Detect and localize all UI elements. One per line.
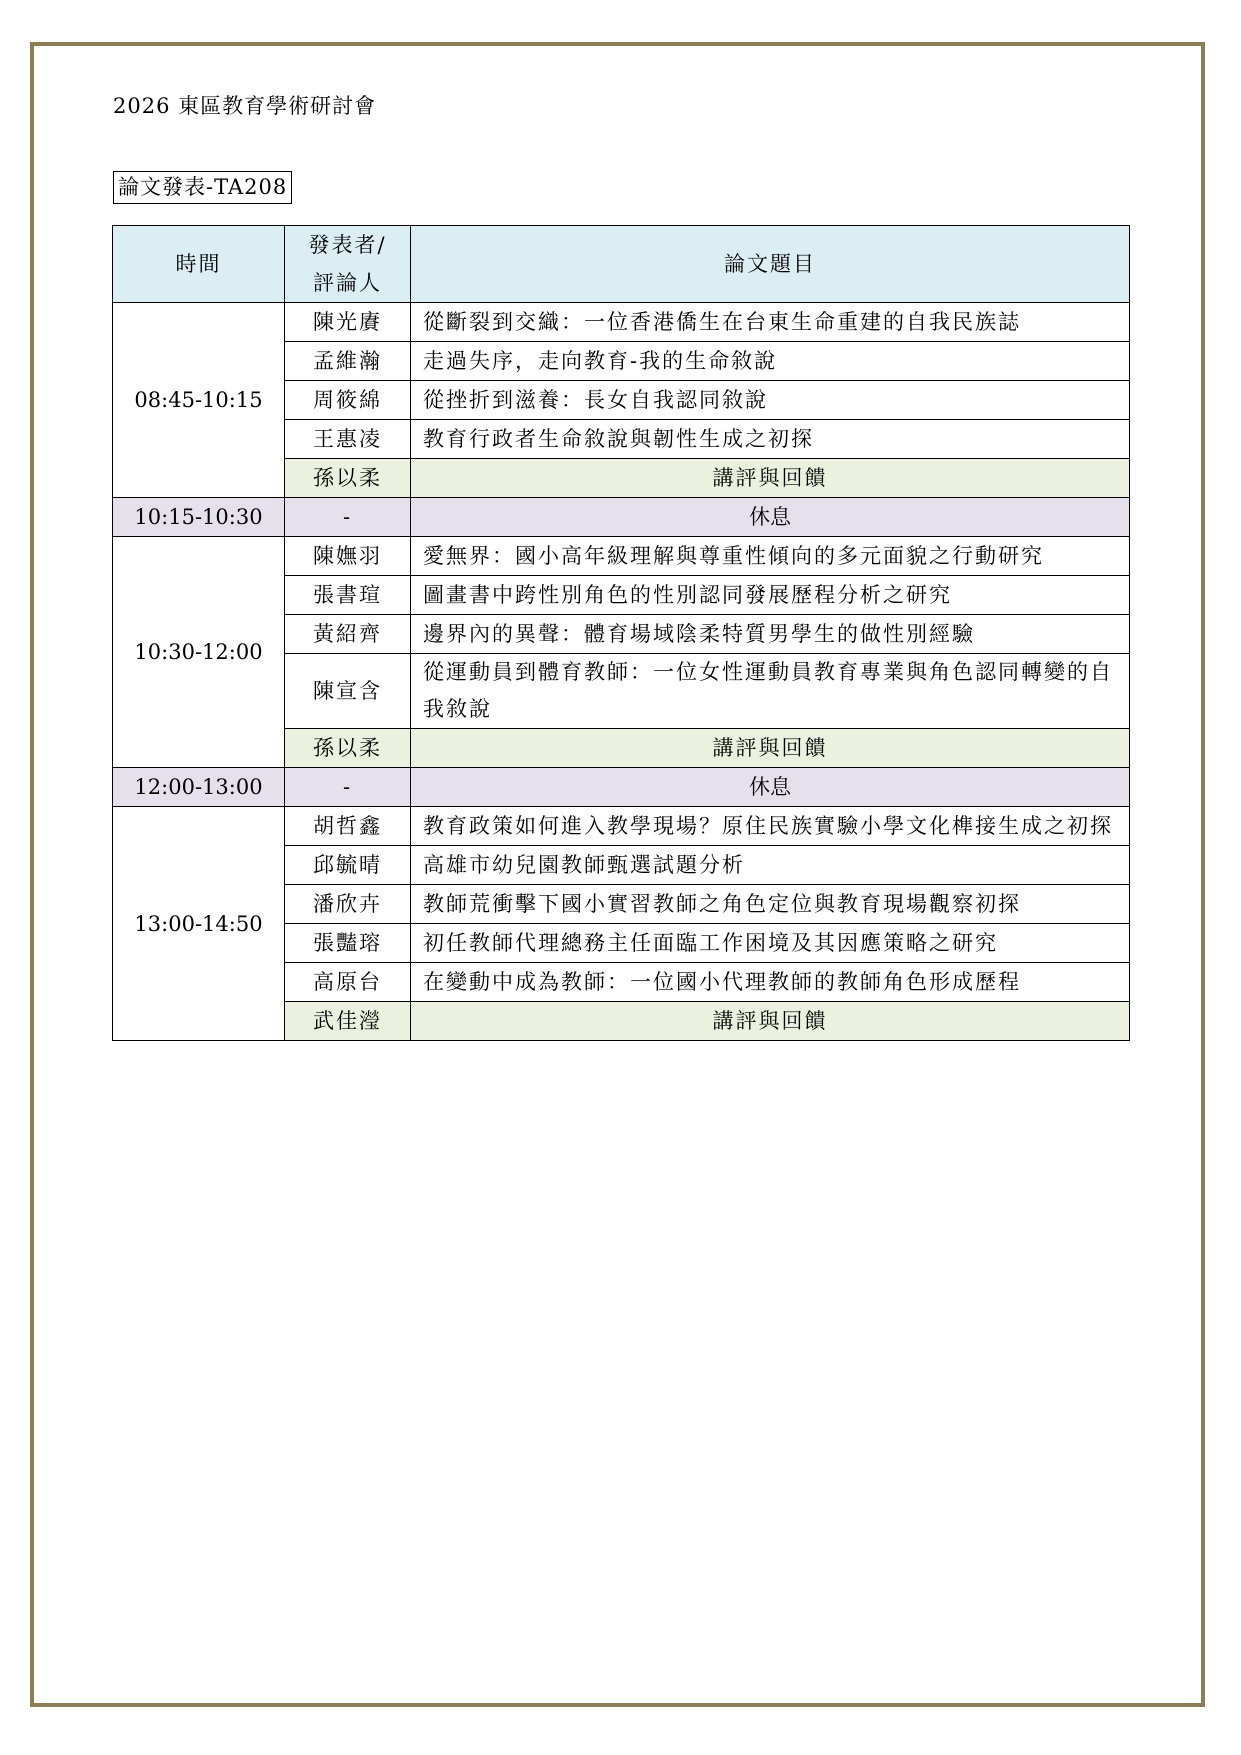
reviewer-name: 武佳瀅 <box>285 1002 411 1041</box>
paper-title: 教師荒衝擊下國小實習教師之角色定位與教育現場觀察初探 <box>411 885 1130 924</box>
presenter-name: 陳宣含 <box>285 654 411 729</box>
paper-title: 初任教師代理總務主任面臨工作困境及其因應策略之研究 <box>411 924 1130 963</box>
table-row <box>113 807 1130 846</box>
presenter-name: 陳嫵羽 <box>285 537 411 576</box>
break-row <box>113 768 1130 807</box>
paper-title: 愛無界：國小高年級理解與尊重性傾向的多元面貌之行動研究 <box>411 537 1130 576</box>
table-row <box>113 537 1130 576</box>
presenter-name: 高原台 <box>285 963 411 1002</box>
reviewer-name: 孫以柔 <box>285 729 411 768</box>
paper-title: 從斷裂到交織：一位香港僑生在台東生命重建的自我民族誌 <box>411 303 1130 342</box>
reviewer-name: 孫以柔 <box>285 459 411 498</box>
time-slot: 08:45-10:15 <box>113 303 285 498</box>
review-label: 講評與回饋 <box>411 1002 1130 1041</box>
presenter-name: 陳光賡 <box>285 303 411 342</box>
session-label: 論文發表-TA208 <box>113 171 292 204</box>
time-slot: 10:30-12:00 <box>113 537 285 768</box>
presenter-name: 黃紹齊 <box>285 615 411 654</box>
header-time: 時間 <box>113 226 285 303</box>
break-label: 休息 <box>411 498 1130 537</box>
table-header-row <box>113 226 1130 303</box>
conference-title: 2026 東區教育學術研討會 <box>113 94 377 118</box>
presenter-name: 張豔瑢 <box>285 924 411 963</box>
presenter-name: 張書瑄 <box>285 576 411 615</box>
paper-title: 從挫折到滋養：長女自我認同敘說 <box>411 381 1130 420</box>
break-presenter: - <box>285 498 411 537</box>
paper-title: 邊界內的異聲：體育場域陰柔特質男學生的做性別經驗 <box>411 615 1130 654</box>
paper-title: 在變動中成為教師：一位國小代理教師的教師角色形成歷程 <box>411 963 1130 1002</box>
table-row <box>113 303 1130 342</box>
paper-title: 教育行政者生命敘說與韌性生成之初探 <box>411 420 1130 459</box>
break-presenter: - <box>285 768 411 807</box>
presenter-name: 周筱綿 <box>285 381 411 420</box>
header-title: 論文題目 <box>411 226 1130 303</box>
paper-title: 教育政策如何進入教學現場？原住民族實驗小學文化榫接生成之初探 <box>411 807 1130 846</box>
header-presenter-line2: 評論人 <box>313 271 382 295</box>
break-time: 10:15-10:30 <box>113 498 285 537</box>
paper-title: 從運動員到體育教師：一位女性運動員教育專業與角色認同轉變的自我敘說 <box>411 654 1130 729</box>
break-time: 12:00-13:00 <box>113 768 285 807</box>
paper-title: 走過失序，走向教育-我的生命敘說 <box>411 342 1130 381</box>
presenter-name: 胡哲鑫 <box>285 807 411 846</box>
time-slot: 13:00-14:50 <box>113 807 285 1041</box>
paper-title: 高雄市幼兒園教師甄選試題分析 <box>411 846 1130 885</box>
break-label: 休息 <box>411 768 1130 807</box>
review-label: 講評與回饋 <box>411 459 1130 498</box>
schedule-table <box>112 225 1130 1041</box>
break-row <box>113 498 1130 537</box>
presenter-name: 孟維瀚 <box>285 342 411 381</box>
presenter-name: 王惠凌 <box>285 420 411 459</box>
presenter-name: 潘欣卉 <box>285 885 411 924</box>
review-label: 講評與回饋 <box>411 729 1130 768</box>
presenter-name: 邱毓晴 <box>285 846 411 885</box>
paper-title: 圖畫書中跨性別角色的性別認同發展歷程分析之研究 <box>411 576 1130 615</box>
header-presenter <box>285 226 411 303</box>
header-presenter-line1: 發表者/ <box>308 233 387 257</box>
